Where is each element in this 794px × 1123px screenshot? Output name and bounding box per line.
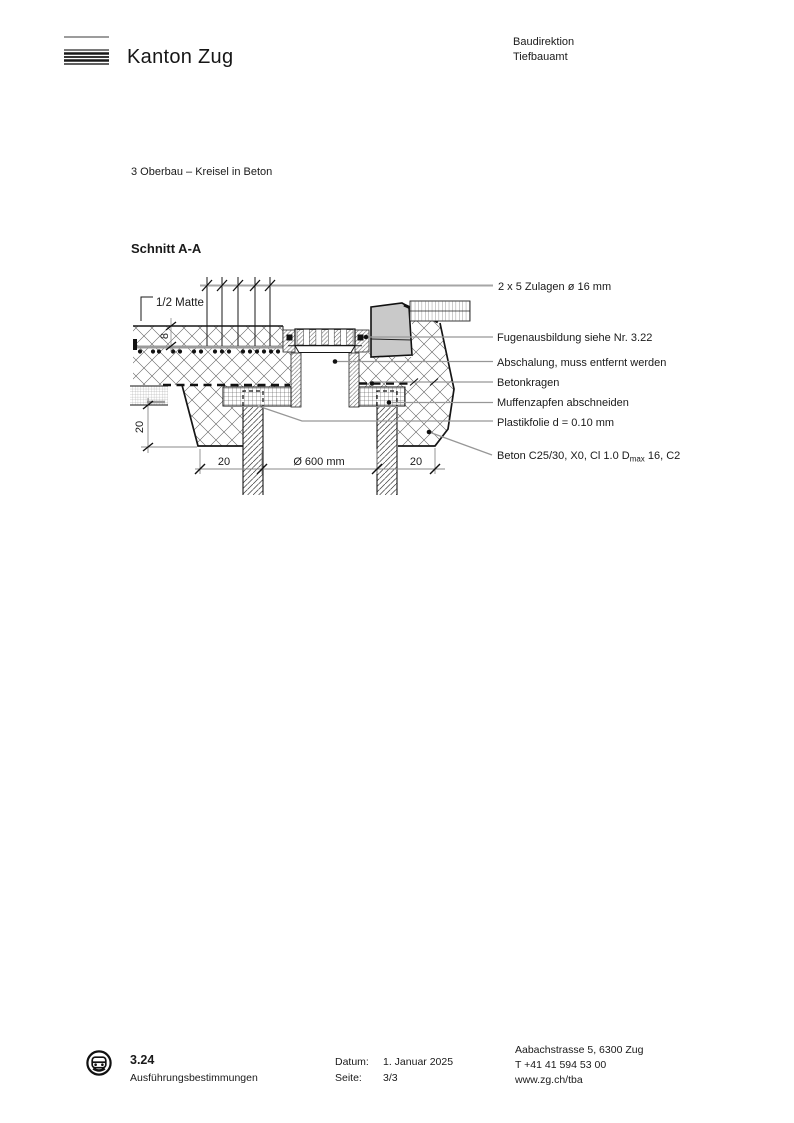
chapter-heading: 3 Oberbau – Kreisel in Beton <box>131 166 273 178</box>
shaft-pipe-left <box>243 407 263 495</box>
beton-subscript: max <box>629 454 645 464</box>
frame-seat-left-hatch <box>283 330 295 352</box>
department-block <box>513 35 574 65</box>
frame-profile <box>295 346 355 353</box>
dim-left-offset: 20 <box>217 456 231 468</box>
page-label: Seite: <box>335 1072 362 1084</box>
annotation-plastikfolie: Plastikfolie d = 0.10 mm <box>497 417 615 429</box>
collar-left-hatch <box>223 387 291 406</box>
shaft-pipe-right <box>377 407 397 495</box>
annotation-zulagen: 2 x 5 Zulagen ø 16 mm <box>498 281 612 293</box>
doc-number: 3.24 <box>130 1053 155 1067</box>
dim-slab-thickness: 8 <box>159 332 171 340</box>
contact-block <box>515 1043 643 1088</box>
annotation-fugenausbildung: Fugenausbildung siehe Nr. 3.22 <box>497 332 653 344</box>
page-value: 3/3 <box>383 1072 398 1084</box>
section-drawing <box>130 265 710 500</box>
annotation-muffenzapfen: Muffenzapfen abschneiden <box>497 397 629 409</box>
kanton-zug-logo <box>62 32 112 72</box>
contact-website[interactable]: www.zg.ch/tba <box>515 1074 583 1086</box>
annotation-beton <box>497 450 680 464</box>
dim-shaft-diameter: Ø 600 mm <box>293 456 345 468</box>
doc-type: Ausführungsbestimmungen <box>130 1072 258 1084</box>
slab-hatch <box>133 326 283 346</box>
dim-right-offset: 20 <box>409 456 423 468</box>
contact-phone: T +41 41 594 53 00 <box>515 1059 607 1071</box>
formwork-left-hatch <box>291 353 301 407</box>
section-title: Schnitt A-A <box>131 241 202 256</box>
annotation-matte: 1/2 Matte <box>156 297 204 309</box>
date-label: Datum: <box>335 1056 369 1068</box>
vehicle-icon <box>85 1049 113 1077</box>
curb-stone <box>371 303 412 357</box>
annotation-betonkragen: Betonkragen <box>497 377 560 389</box>
seal-left <box>287 335 293 341</box>
edge-anchor-mark <box>133 339 137 350</box>
date-value: 1. Januar 2025 <box>383 1056 454 1068</box>
dim-collar-depth: 20 <box>134 420 146 434</box>
office-name: Tiefbauamt <box>513 51 568 63</box>
seal-right <box>358 335 364 341</box>
annotation-abschalung: Abschalung, muss entfernt werden <box>497 357 667 369</box>
contact-address: Aabachstrasse 5, 6300 Zug <box>515 1044 644 1056</box>
frame-seat-right-hatch <box>355 330 369 352</box>
beton-prefix: Beton C25/30, X0, Cl 1.0 D <box>497 450 630 462</box>
department-name: Baudirektion <box>513 36 575 48</box>
brand-title: Kanton Zug <box>127 46 234 68</box>
beton-suffix: 16, C2 <box>644 450 681 462</box>
matte-pointer <box>141 297 153 321</box>
